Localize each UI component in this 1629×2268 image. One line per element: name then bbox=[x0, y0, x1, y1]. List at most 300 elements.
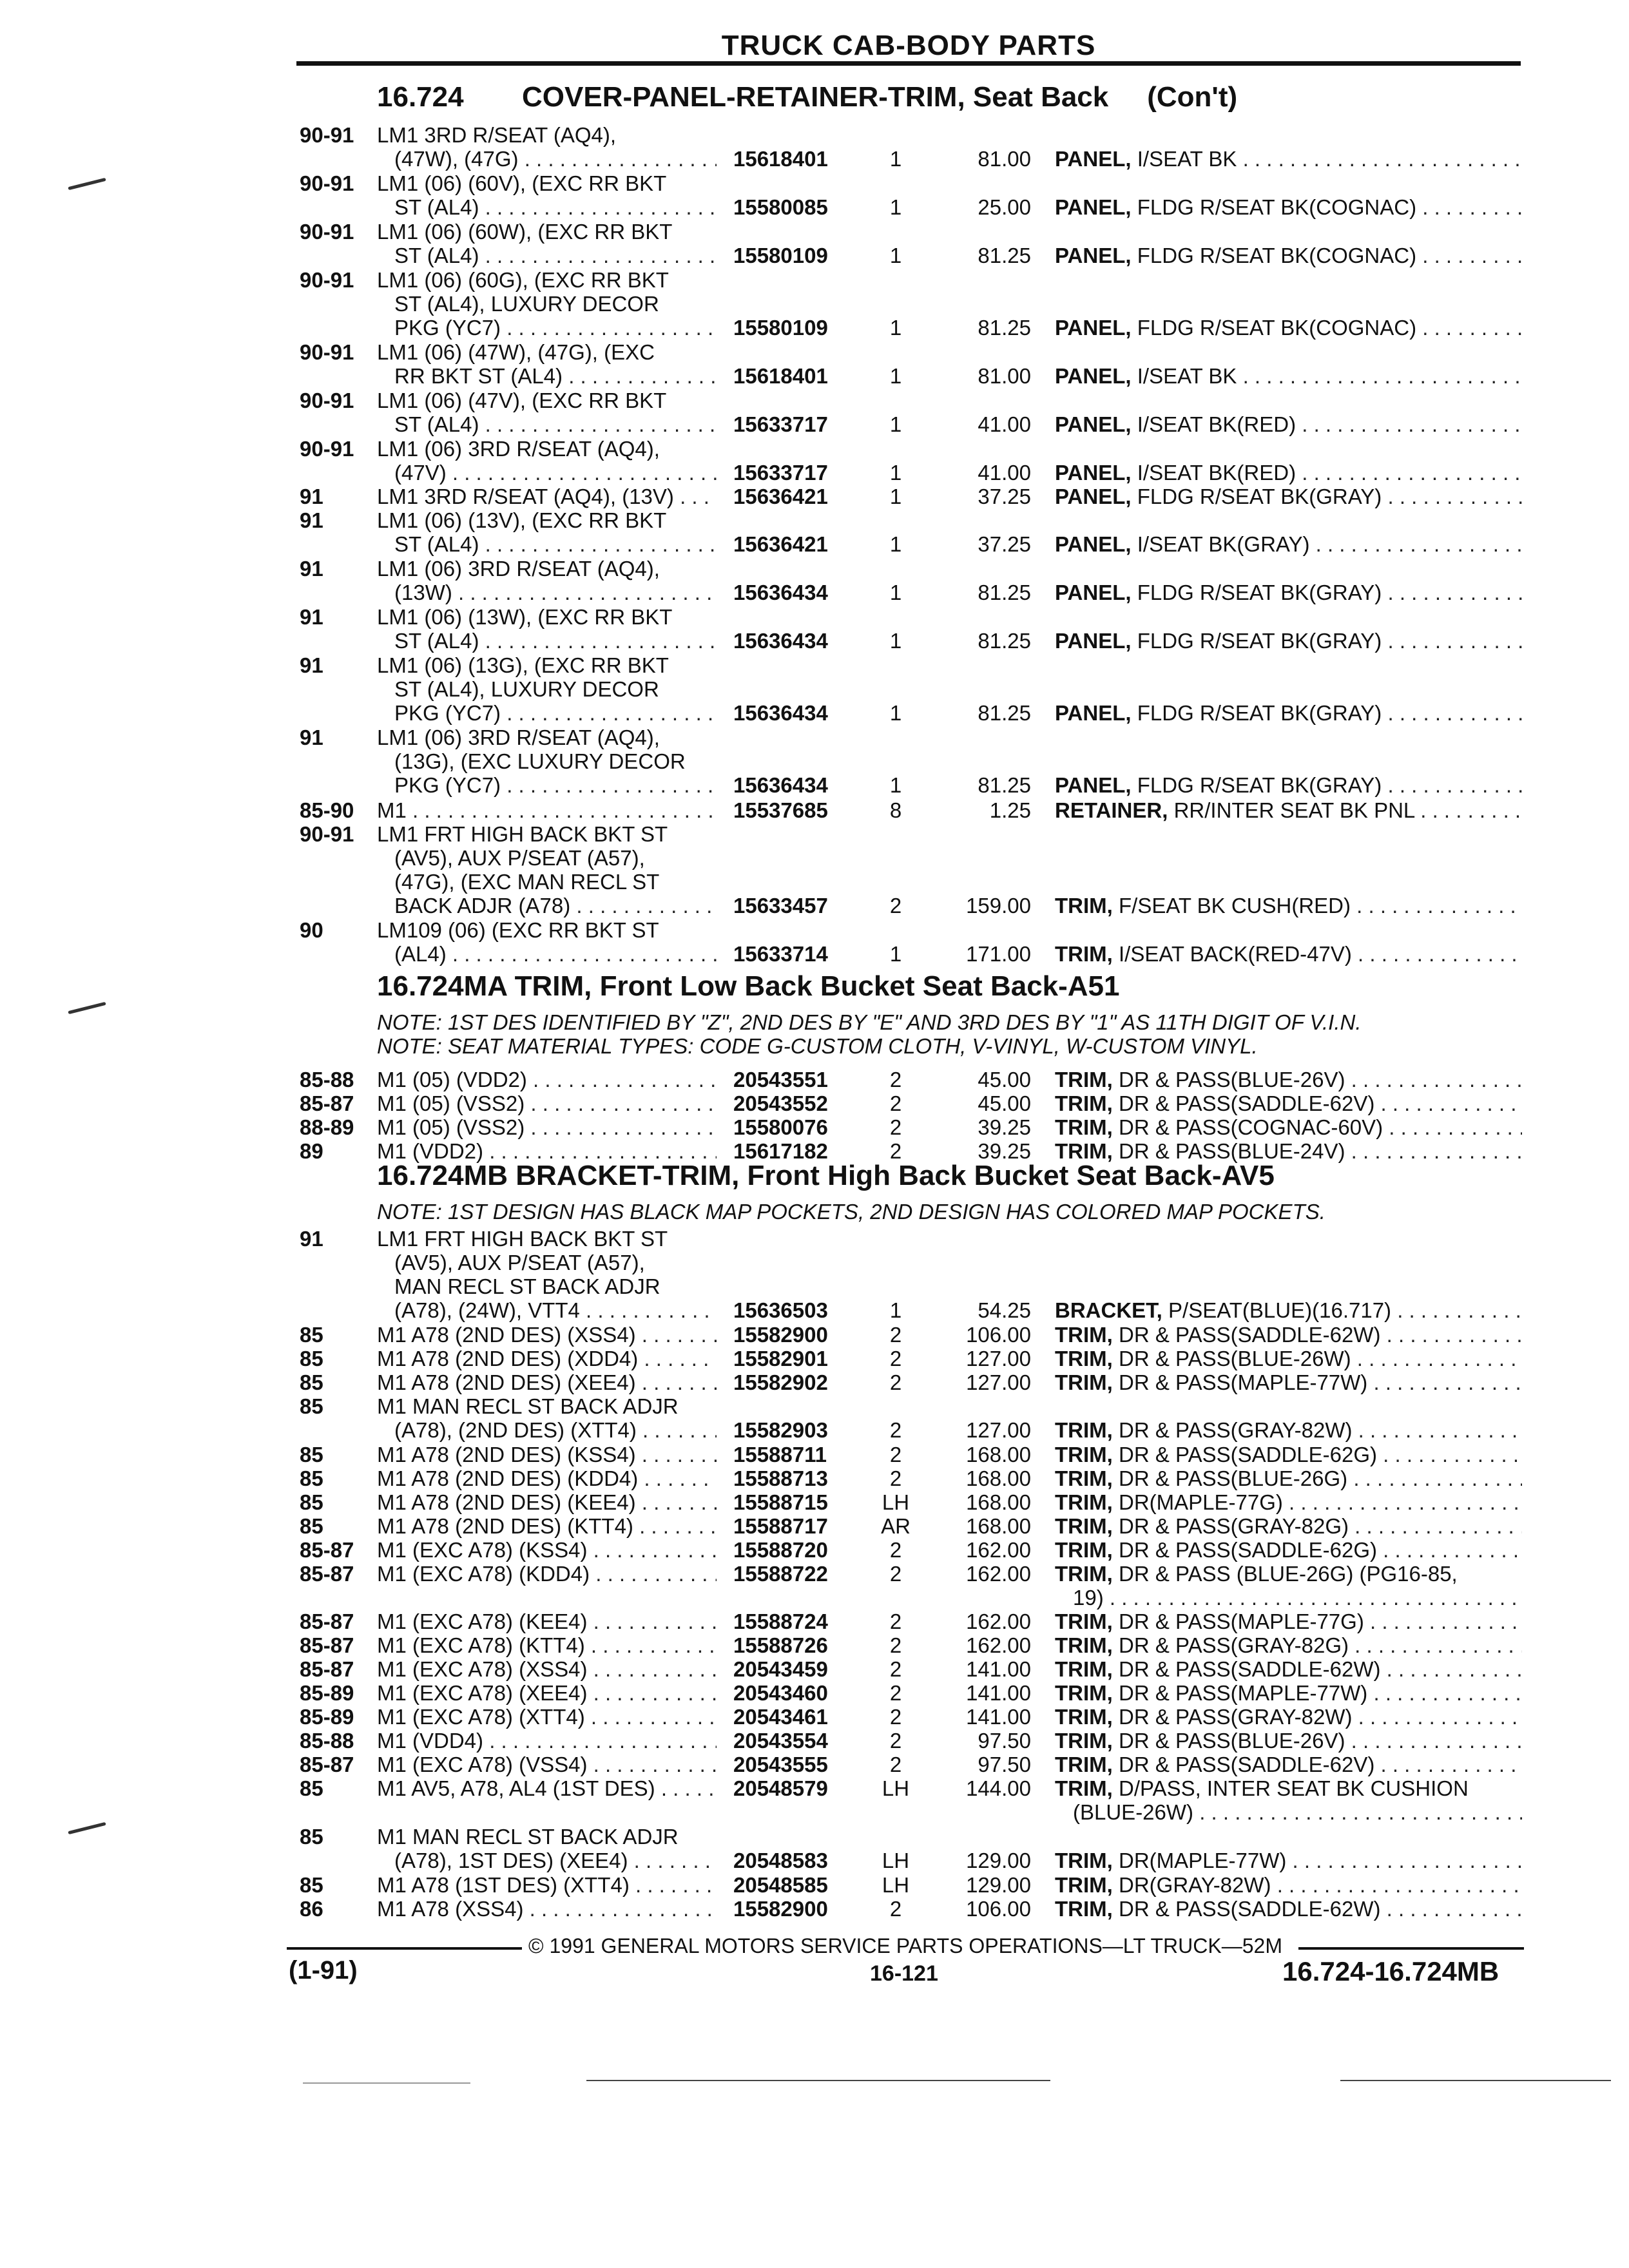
model-years: 90-91 bbox=[300, 220, 354, 244]
part-description bbox=[1055, 773, 1522, 797]
part-number: 15636434 bbox=[733, 629, 828, 653]
part-detail: F/SEAT BK CUSH(RED) bbox=[1119, 894, 1351, 918]
model-years: 85-87 bbox=[300, 1657, 354, 1681]
entry-line bbox=[0, 437, 1629, 461]
entry-line bbox=[0, 846, 1629, 870]
entry-line bbox=[0, 147, 1629, 171]
part-description bbox=[1055, 701, 1522, 725]
model-years: 90-91 bbox=[300, 340, 354, 364]
part-number: 20543555 bbox=[733, 1753, 828, 1776]
application-text: M1 A78 (XSS4) . . . bbox=[377, 1897, 717, 1921]
part-description bbox=[1055, 1115, 1522, 1139]
application-text: M1 MAN RECL ST BACK ADJR bbox=[377, 1394, 679, 1418]
part-description bbox=[1055, 1705, 1522, 1729]
application-text: (13W) . . . bbox=[394, 581, 717, 604]
part-description bbox=[1055, 147, 1522, 171]
part-description bbox=[1055, 1323, 1522, 1347]
quantity: 2 bbox=[889, 1115, 902, 1139]
parts-entry bbox=[0, 605, 1629, 653]
part-name: TRIM, bbox=[1055, 1514, 1113, 1538]
quantity: LH bbox=[882, 1873, 910, 1897]
parts-entry bbox=[0, 123, 1629, 171]
footer-section-range: 16.724-16.724MB bbox=[1282, 1956, 1499, 1986]
entry-line bbox=[0, 1705, 1629, 1729]
price: 162.00 bbox=[966, 1610, 1031, 1633]
application-text: M1 . . . bbox=[377, 798, 717, 822]
entry-line bbox=[0, 1115, 1629, 1139]
part-number: 20543459 bbox=[733, 1657, 828, 1681]
scan-artifact bbox=[586, 2080, 1050, 2081]
part-number: 15582900 bbox=[733, 1897, 828, 1921]
part-number: 20543552 bbox=[733, 1091, 828, 1115]
part-detail: FLDG R/SEAT BK(COGNAC) bbox=[1137, 244, 1417, 267]
part-name: TRIM, bbox=[1055, 1657, 1113, 1681]
entry-line bbox=[0, 1323, 1629, 1347]
model-years: 85-90 bbox=[300, 798, 354, 822]
continued-label: (Con't) bbox=[1147, 81, 1238, 113]
entry-line bbox=[0, 389, 1629, 412]
part-description bbox=[1055, 1849, 1522, 1872]
section-heading: COVER-PANEL-RETAINER-TRIM, Seat Back bbox=[522, 81, 1109, 113]
price: 81.25 bbox=[978, 316, 1031, 340]
application-text: LM1 (06) (13W), (EXC RR BKT bbox=[377, 605, 673, 629]
parts-entry bbox=[0, 1115, 1629, 1139]
part-number: 20548583 bbox=[733, 1849, 828, 1872]
part-number: 20543551 bbox=[733, 1068, 828, 1091]
footer-date: (1-91) bbox=[289, 1956, 358, 1984]
model-years: 85 bbox=[300, 1825, 323, 1849]
part-description bbox=[1055, 798, 1522, 822]
part-number: 15588720 bbox=[733, 1538, 828, 1562]
application-text: (47G), (EXC MAN RECL ST bbox=[394, 870, 660, 894]
entry-line bbox=[0, 1586, 1629, 1610]
part-name: TRIM, bbox=[1055, 1705, 1113, 1729]
parts-entry bbox=[0, 1139, 1629, 1163]
part-detail: DR & PASS(BLUE-26W) bbox=[1119, 1347, 1351, 1370]
part-detail: FLDG R/SEAT BK(GRAY) bbox=[1137, 773, 1382, 797]
model-years: 85-87 bbox=[300, 1538, 354, 1562]
part-description bbox=[1055, 1897, 1522, 1921]
model-years: 85 bbox=[300, 1370, 323, 1394]
entry-line bbox=[0, 485, 1629, 508]
part-detail: DR(MAPLE-77G) bbox=[1119, 1490, 1283, 1514]
application-text: M1 (EXC A78) (KSS4) . . . bbox=[377, 1538, 717, 1562]
model-years: 85 bbox=[300, 1347, 323, 1370]
model-years: 85-87 bbox=[300, 1562, 354, 1586]
part-name: TRIM, bbox=[1055, 1323, 1113, 1347]
quantity: 8 bbox=[889, 798, 902, 822]
part-number: 15588717 bbox=[733, 1514, 828, 1538]
part-number: 15588713 bbox=[733, 1466, 828, 1490]
quantity: 2 bbox=[889, 1657, 902, 1681]
entry-line bbox=[0, 1800, 1629, 1824]
model-years: 91 bbox=[300, 605, 323, 629]
part-description bbox=[1055, 1370, 1522, 1394]
quantity: 2 bbox=[889, 1538, 902, 1562]
application-text: LM1 3RD R/SEAT (AQ4), bbox=[377, 123, 617, 147]
entry-line bbox=[0, 653, 1629, 677]
model-years: 90-91 bbox=[300, 389, 354, 412]
application-text: (47V) . . . bbox=[394, 461, 717, 485]
entry-line bbox=[0, 1729, 1629, 1753]
entry-line bbox=[0, 1490, 1629, 1514]
quantity: 2 bbox=[889, 1139, 902, 1163]
part-description bbox=[1055, 316, 1522, 340]
quantity: LH bbox=[882, 1849, 910, 1872]
part-number: 15580109 bbox=[733, 244, 828, 267]
model-years: 91 bbox=[300, 726, 323, 749]
model-years: 85-88 bbox=[300, 1068, 354, 1091]
section-note: NOTE: 1ST DES IDENTIFIED BY "Z", 2ND DES BY "E" AND 3RD DES BY "1" AS 11TH DIGIT OF V.I.N. bbox=[377, 1010, 1362, 1034]
application-text: M1 (05) (VDD2) . . . bbox=[377, 1068, 717, 1091]
part-description bbox=[1055, 1068, 1522, 1091]
section-number: 16.724 bbox=[377, 81, 464, 113]
entry-line bbox=[0, 316, 1629, 340]
parts-entry bbox=[0, 822, 1629, 918]
quantity: 1 bbox=[889, 532, 902, 556]
quantity: 2 bbox=[889, 1068, 902, 1091]
application-text: M1 (EXC A78) (KDD4) . . . bbox=[377, 1562, 717, 1586]
part-name: PANEL, bbox=[1055, 195, 1132, 219]
application-text: M1 (EXC A78) (XTT4) . . . bbox=[377, 1705, 717, 1729]
quantity: 1 bbox=[889, 701, 902, 725]
application-text: LM1 (06) (13G), (EXC RR BKT bbox=[377, 653, 669, 677]
model-years: 85-89 bbox=[300, 1705, 354, 1729]
part-description bbox=[1055, 1418, 1522, 1442]
entry-line bbox=[0, 1418, 1629, 1442]
part-number: 15537685 bbox=[733, 798, 828, 822]
parts-entry bbox=[0, 1490, 1629, 1514]
entry-line bbox=[0, 1873, 1629, 1897]
part-name: TRIM, bbox=[1055, 1490, 1113, 1514]
application-text: LM1 (06) (13V), (EXC RR BKT bbox=[377, 508, 667, 532]
part-name: PANEL, bbox=[1055, 244, 1132, 267]
part-detail: DR & PASS(GRAY-82G) bbox=[1119, 1514, 1349, 1538]
entry-line bbox=[0, 726, 1629, 749]
part-name: PANEL, bbox=[1055, 532, 1132, 556]
price: 81.25 bbox=[978, 581, 1031, 604]
application-text: MAN RECL ST BACK ADJR bbox=[394, 1274, 660, 1298]
entry-line bbox=[0, 1091, 1629, 1115]
quantity: 2 bbox=[889, 1705, 902, 1729]
section-title-16-724ma bbox=[377, 970, 1120, 1003]
part-description bbox=[1055, 1466, 1522, 1490]
model-years: 89 bbox=[300, 1139, 323, 1163]
application-text: M1 (EXC A78) (KEE4) . . . bbox=[377, 1610, 717, 1633]
application-text: RR BKT ST (AL4) . . . bbox=[394, 364, 717, 388]
application-text: ST (AL4) . . . bbox=[394, 412, 717, 436]
quantity: 1 bbox=[889, 1298, 902, 1322]
section-title-16-724 bbox=[377, 81, 1237, 113]
section-number: 16.724MB bbox=[377, 1160, 508, 1191]
part-description bbox=[1055, 1633, 1522, 1657]
entry-line bbox=[0, 1068, 1629, 1091]
parts-entry bbox=[0, 1514, 1629, 1538]
parts-entry bbox=[0, 1776, 1629, 1824]
application-text: M1 A78 (2ND DES) (XDD4) . . . bbox=[377, 1347, 717, 1370]
part-detail: DR & PASS(GRAY-82W) bbox=[1119, 1418, 1353, 1442]
application-text: LM1 (06) (60W), (EXC RR BKT bbox=[377, 220, 673, 244]
price: 81.25 bbox=[978, 701, 1031, 725]
parts-entry bbox=[0, 340, 1629, 388]
price: 168.00 bbox=[966, 1490, 1031, 1514]
quantity: 2 bbox=[889, 1091, 902, 1115]
part-detail: DR & PASS(GRAY-82W) bbox=[1119, 1705, 1353, 1729]
entry-line bbox=[0, 1753, 1629, 1776]
entry-line bbox=[0, 870, 1629, 894]
parts-entry bbox=[0, 1610, 1629, 1633]
entry-line bbox=[0, 918, 1629, 942]
part-name: TRIM, bbox=[1055, 1091, 1113, 1115]
entry-line bbox=[0, 461, 1629, 485]
part-number: 15588715 bbox=[733, 1490, 828, 1514]
price: 171.00 bbox=[966, 942, 1031, 966]
part-name: TRIM, bbox=[1055, 1115, 1113, 1139]
part-number: 15582903 bbox=[733, 1418, 828, 1442]
part-number: 15580109 bbox=[733, 316, 828, 340]
price: 39.25 bbox=[978, 1115, 1031, 1139]
part-detail: DR & PASS(SADDLE-62V) bbox=[1119, 1753, 1375, 1776]
part-description bbox=[1055, 1091, 1522, 1115]
part-description bbox=[1055, 1610, 1522, 1633]
quantity: 1 bbox=[889, 412, 902, 436]
application-text: LM1 (06) (47V), (EXC RR BKT bbox=[377, 389, 667, 412]
quantity: 2 bbox=[889, 1753, 902, 1776]
part-number: 15636434 bbox=[733, 773, 828, 797]
model-years: 85-87 bbox=[300, 1091, 354, 1115]
application-text: PKG (YC7) . . . bbox=[394, 701, 717, 725]
part-detail: DR & PASS(MAPLE-77W) bbox=[1119, 1370, 1368, 1394]
application-text: M1 A78 (2ND DES) (KDD4) . . . bbox=[377, 1466, 717, 1490]
part-detail: DR & PASS(SADDLE-62W) bbox=[1119, 1897, 1381, 1921]
part-detail: DR(GRAY-82W) bbox=[1119, 1873, 1271, 1897]
entry-line bbox=[0, 195, 1629, 219]
part-name: TRIM, bbox=[1055, 1729, 1113, 1753]
application-text: M1 A78 (2ND DES) (KSS4) . . . bbox=[377, 1443, 717, 1466]
quantity: 1 bbox=[889, 773, 902, 797]
application-text: (13G), (EXC LUXURY DECOR bbox=[394, 749, 686, 773]
part-description bbox=[1055, 1873, 1522, 1897]
entry-line bbox=[0, 340, 1629, 364]
entry-line bbox=[0, 508, 1629, 532]
part-description bbox=[1055, 629, 1522, 653]
application-text: M1 (05) (VSS2) . . . bbox=[377, 1115, 717, 1139]
part-number: 20548585 bbox=[733, 1873, 828, 1897]
entry-line bbox=[0, 1897, 1629, 1921]
part-number: 15582900 bbox=[733, 1323, 828, 1347]
price: 41.00 bbox=[978, 461, 1031, 485]
application-text: M1 (EXC A78) (XSS4) . . . bbox=[377, 1657, 717, 1681]
parts-entry bbox=[0, 1897, 1629, 1921]
model-years: 85 bbox=[300, 1394, 323, 1418]
entry-line bbox=[0, 364, 1629, 388]
application-text: M1 (EXC A78) (VSS4) . . . bbox=[377, 1753, 717, 1776]
part-description bbox=[1055, 1562, 1522, 1586]
entry-line bbox=[0, 1849, 1629, 1872]
application-text: ST (AL4), LUXURY DECOR bbox=[394, 677, 659, 701]
footer-copyright: © 1991 GENERAL MOTORS SERVICE PARTS OPERATIONS—LT TRUCK—52M bbox=[528, 1934, 1282, 1957]
model-years: 90-91 bbox=[300, 437, 354, 461]
part-description bbox=[1055, 412, 1522, 436]
application-text: ST (AL4) . . . bbox=[394, 195, 717, 219]
part-name: TRIM, bbox=[1055, 1681, 1113, 1705]
part-name: TRIM, bbox=[1055, 1610, 1113, 1633]
entry-line bbox=[0, 773, 1629, 797]
part-name: TRIM, bbox=[1055, 1897, 1113, 1921]
price: 106.00 bbox=[966, 1323, 1031, 1347]
parts-entry bbox=[0, 918, 1629, 966]
part-description bbox=[1055, 485, 1522, 508]
entry-line bbox=[0, 1825, 1629, 1849]
part-description bbox=[1055, 1538, 1522, 1562]
entry-line bbox=[0, 1776, 1629, 1800]
part-detail: DR & PASS(COGNAC-60V) bbox=[1119, 1115, 1383, 1139]
model-years: 85 bbox=[300, 1776, 323, 1800]
part-number: 15588726 bbox=[733, 1633, 828, 1657]
entry-line bbox=[0, 1443, 1629, 1466]
model-years: 85-88 bbox=[300, 1729, 354, 1753]
quantity: 1 bbox=[889, 629, 902, 653]
model-years: 90-91 bbox=[300, 123, 354, 147]
part-detail: FLDG R/SEAT BK(GRAY) bbox=[1137, 701, 1382, 725]
entry-line bbox=[0, 1681, 1629, 1705]
quantity: 2 bbox=[889, 894, 902, 918]
part-number: 15618401 bbox=[733, 147, 828, 171]
price: 1.25 bbox=[989, 798, 1031, 822]
part-number: 20543461 bbox=[733, 1705, 828, 1729]
application-text: M1 MAN RECL ST BACK ADJR bbox=[377, 1825, 679, 1849]
price: 81.25 bbox=[978, 773, 1031, 797]
part-number: 15636434 bbox=[733, 581, 828, 604]
footer-page-number: 16-121 bbox=[870, 1961, 938, 1986]
part-name: TRIM, bbox=[1055, 1776, 1113, 1800]
part-name: TRIM, bbox=[1055, 894, 1113, 918]
parts-entry bbox=[0, 726, 1629, 797]
quantity: 2 bbox=[889, 1610, 902, 1633]
part-number: 15633717 bbox=[733, 461, 828, 485]
part-name: PANEL, bbox=[1055, 412, 1132, 436]
part-description bbox=[1055, 1776, 1522, 1800]
price: 127.00 bbox=[966, 1347, 1031, 1370]
part-name: TRIM, bbox=[1055, 1466, 1113, 1490]
part-number: 15633717 bbox=[733, 412, 828, 436]
part-name: TRIM, bbox=[1055, 1139, 1113, 1163]
part-name: TRIM, bbox=[1055, 1873, 1113, 1897]
entry-line bbox=[0, 701, 1629, 725]
application-text: LM1 FRT HIGH BACK BKT ST bbox=[377, 822, 668, 846]
quantity: 1 bbox=[889, 195, 902, 219]
price: 37.25 bbox=[978, 485, 1031, 508]
parts-entry bbox=[0, 1873, 1629, 1897]
quantity: 1 bbox=[889, 244, 902, 267]
parts-entry bbox=[0, 1562, 1629, 1610]
part-name: PANEL, bbox=[1055, 147, 1132, 171]
model-years: 90 bbox=[300, 918, 323, 942]
parts-entry bbox=[0, 1681, 1629, 1705]
parts-entry bbox=[0, 171, 1629, 219]
model-years: 86 bbox=[300, 1897, 323, 1921]
application-text: LM1 (06) (60V), (EXC RR BKT bbox=[377, 171, 667, 195]
quantity: 2 bbox=[889, 1323, 902, 1347]
part-description bbox=[1055, 195, 1522, 219]
entry-line bbox=[0, 1370, 1629, 1394]
application-text: M1 AV5, A78, AL4 (1ST DES) . . . . bbox=[377, 1776, 717, 1800]
price: 127.00 bbox=[966, 1418, 1031, 1442]
application-text: ST (AL4) . . . bbox=[394, 629, 717, 653]
application-text: LM109 (06) (EXC RR BKT ST bbox=[377, 918, 659, 942]
part-detail: I/SEAT BK bbox=[1137, 147, 1237, 171]
entry-line bbox=[0, 123, 1629, 147]
part-description bbox=[1055, 1139, 1522, 1163]
quantity: 2 bbox=[889, 1729, 902, 1753]
part-name: PANEL, bbox=[1055, 461, 1132, 485]
part-description bbox=[1055, 1347, 1522, 1370]
model-years: 90-91 bbox=[300, 822, 354, 846]
section-heading: TRIM, Front Low Back Bucket Seat Back-A51 bbox=[514, 970, 1120, 1002]
quantity: 1 bbox=[889, 147, 902, 171]
part-number: 15580076 bbox=[733, 1115, 828, 1139]
price: 159.00 bbox=[966, 894, 1031, 918]
part-name: TRIM, bbox=[1055, 942, 1113, 966]
part-detail: FLDG R/SEAT BK(COGNAC) bbox=[1137, 195, 1417, 219]
scan-artifact bbox=[1340, 2080, 1611, 2081]
quantity: 2 bbox=[889, 1418, 902, 1442]
application-text: (A78), 1ST DES) (XEE4) . . . bbox=[394, 1849, 717, 1872]
part-name: TRIM, bbox=[1055, 1538, 1113, 1562]
part-description bbox=[1055, 1490, 1522, 1514]
part-name: TRIM, bbox=[1055, 1562, 1113, 1586]
quantity: AR bbox=[881, 1514, 911, 1538]
part-description bbox=[1055, 1681, 1522, 1705]
application-text: (AL4) . . . bbox=[394, 942, 717, 966]
part-number: 15588711 bbox=[733, 1443, 827, 1466]
model-years: 88-89 bbox=[300, 1115, 354, 1139]
application-text: (A78), (24W), VTT4 . . . bbox=[394, 1298, 717, 1322]
entry-line bbox=[0, 1394, 1629, 1418]
application-text: BACK ADJR (A78) . . . bbox=[394, 894, 717, 918]
part-number: 15588722 bbox=[733, 1562, 828, 1586]
entry-line bbox=[0, 1610, 1629, 1633]
part-detail: DR & PASS(SADDLE-62G) bbox=[1119, 1538, 1377, 1562]
model-years: 85-87 bbox=[300, 1610, 354, 1633]
price: 162.00 bbox=[966, 1562, 1031, 1586]
price: 162.00 bbox=[966, 1538, 1031, 1562]
part-description bbox=[1055, 942, 1522, 966]
part-name: PANEL, bbox=[1055, 701, 1132, 725]
parts-entry bbox=[0, 268, 1629, 340]
price: 45.00 bbox=[978, 1091, 1031, 1115]
price: 168.00 bbox=[966, 1466, 1031, 1490]
quantity: 1 bbox=[889, 485, 902, 508]
part-description bbox=[1055, 1443, 1522, 1466]
model-years: 91 bbox=[300, 485, 323, 508]
entry-line bbox=[0, 1227, 1629, 1251]
application-text: M1 (EXC A78) (KTT4) . . . bbox=[377, 1633, 717, 1657]
part-number: 15636421 bbox=[733, 485, 828, 508]
model-years: 90-91 bbox=[300, 268, 354, 292]
part-name: TRIM, bbox=[1055, 1347, 1113, 1370]
application-text: M1 A78 (2ND DES) (KEE4) . . . bbox=[377, 1490, 717, 1514]
parts-entry bbox=[0, 1729, 1629, 1753]
price: 25.00 bbox=[978, 195, 1031, 219]
scan-artifact bbox=[303, 2082, 470, 2084]
part-detail: I/SEAT BACK(RED-47V) bbox=[1119, 942, 1352, 966]
quantity: 2 bbox=[889, 1897, 902, 1921]
part-detail: DR & PASS(SADDLE-62W) bbox=[1119, 1323, 1381, 1347]
parts-entry bbox=[0, 1347, 1629, 1370]
price: 81.25 bbox=[978, 629, 1031, 653]
part-description bbox=[1055, 581, 1522, 604]
